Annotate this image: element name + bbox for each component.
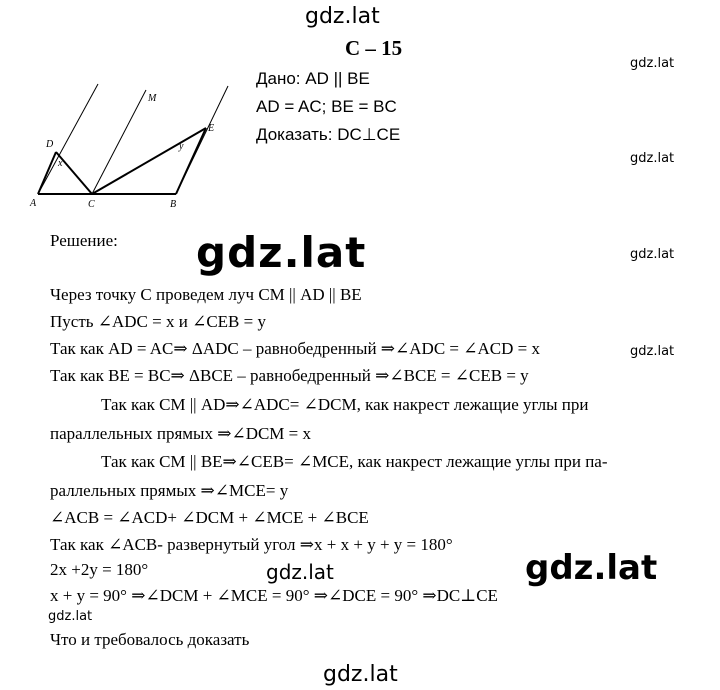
label-m: M xyxy=(148,93,157,104)
solution-line: раллельных прямых ⇒∠MCE= y xyxy=(50,481,289,500)
watermark: gdz.lat xyxy=(630,151,675,166)
solution-line: ∠ACB = ∠ACD+ ∠DCM + ∠MCE + ∠BCE xyxy=(50,508,369,527)
solution-line: Так как AD = AC⇒ ΔADC – равнобедренный ⇒∠ADC = ∠ACD = x xyxy=(50,339,540,358)
watermark: gdz.lat xyxy=(196,228,367,277)
solution-line: 2x +2y = 180° xyxy=(50,560,149,579)
label-a: A xyxy=(30,198,37,209)
solution-line: Пусть ∠ADC = x и ∠CEB = y xyxy=(50,312,266,331)
prove-line: Доказать: DC⊥CE xyxy=(256,125,401,144)
solution-line: Так как ∠ACB- развернутый угол ⇒x + x + y + y = 180° xyxy=(50,535,453,554)
watermark: gdz.lat xyxy=(630,56,675,71)
watermark: gdz.lat xyxy=(266,560,334,584)
solution-line: Так как СМ || BE⇒∠CEB= ∠MCE, как накрест лежащие углы при па- xyxy=(101,452,608,471)
label-x: x xyxy=(58,158,63,169)
label-c: C xyxy=(88,199,95,210)
geometry-figure xyxy=(28,82,238,214)
watermark: gdz.lat xyxy=(630,344,675,359)
label-e: E xyxy=(208,123,215,134)
task-title: С – 15 xyxy=(345,36,403,60)
label-d: D xyxy=(46,139,54,150)
solution-line: параллельных прямых ⇒∠DCM = x xyxy=(50,424,312,443)
given-line: Дано: AD || BE xyxy=(256,69,370,88)
solution-line: Что и требовалось доказать xyxy=(50,630,250,649)
solution-line: Так как СМ || AD⇒∠ADC= ∠DCM, как накрест лежащие углы при xyxy=(101,395,589,414)
watermark: gdz.lat xyxy=(48,609,93,624)
watermark: gdz.lat xyxy=(305,4,380,29)
label-b: B xyxy=(170,199,177,210)
solution-line: Так как BE = BC⇒ ΔBCE – равнобедренный ⇒∠BCE = ∠CEB = y xyxy=(50,366,529,385)
watermark: gdz.lat xyxy=(630,247,675,262)
label-y: y xyxy=(179,141,184,152)
given-line: AD = AC; BE = BC xyxy=(256,97,397,116)
watermark: gdz.lat xyxy=(525,548,658,588)
solution-line: Через точку С проведем луч СМ || AD || BE xyxy=(50,285,362,304)
watermark: gdz.lat xyxy=(323,662,398,687)
solution-line: x + y = 90° ⇒∠DCM + ∠MCE = 90° ⇒∠DCE = 90° ⇒DC⊥CE xyxy=(50,586,498,605)
solution-heading: Решение: xyxy=(50,231,118,250)
